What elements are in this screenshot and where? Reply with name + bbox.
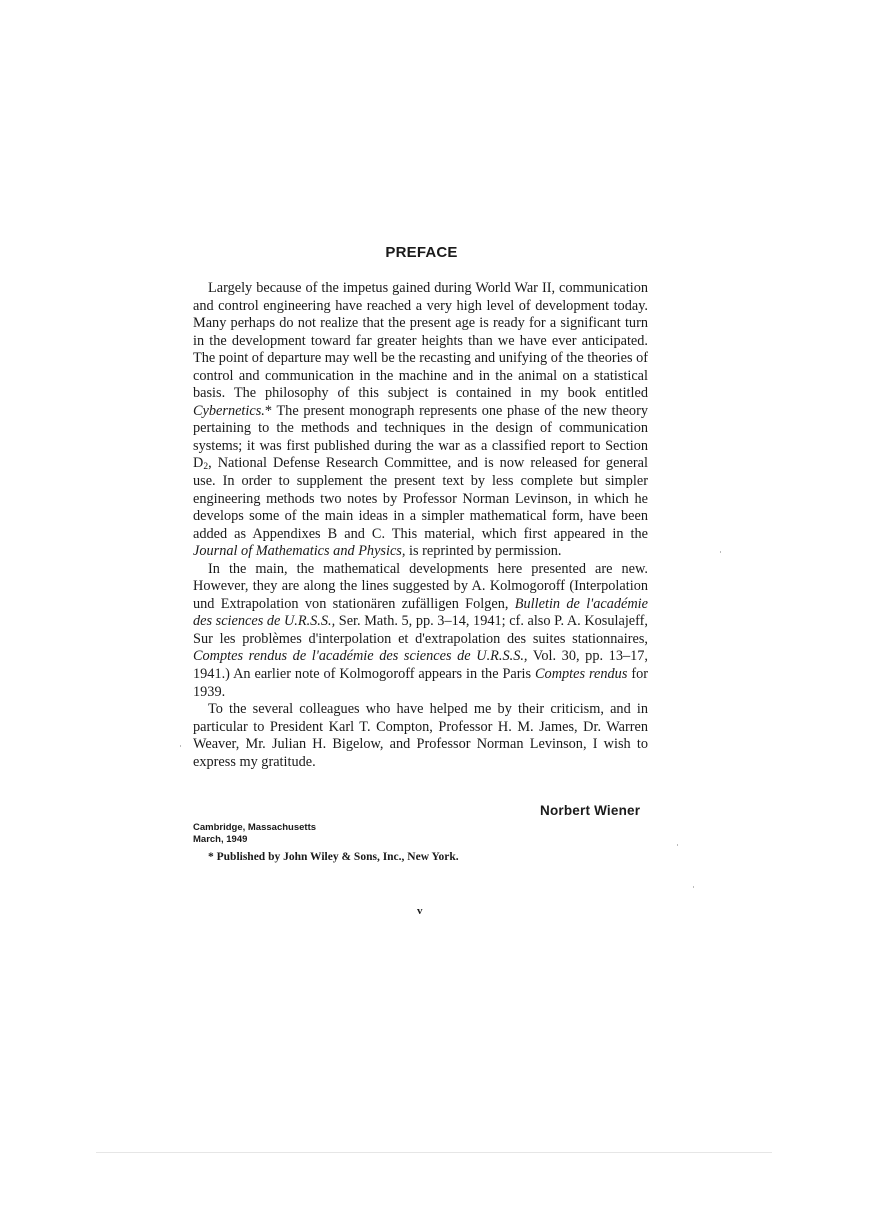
paragraph-2-text-g: for 1939. <box>193 666 648 700</box>
paragraph-1 <box>193 280 648 561</box>
scan-speck <box>677 844 678 846</box>
paragraph-1-text-c: * The present monograph represents one phase of the new theory pertaining to the methods and techniques in the design of communication systems; it was first published during the war as a classified report to Section D <box>193 402 648 472</box>
paragraph-1-text-a: Largely because of the impetus gained during World War II, communication and control engineering have reached a very high level of development today. Many perhaps do not realize that the present age is ready for a significant turn in the development toward far greater heights than we have ever anticipated. The point of departure may well be the recasting and unifying of the theories of control and communication in the machine and in the animal on a statistical basis. The philosophy of this subject is contained in my book entitled <box>193 280 648 402</box>
scan-speck <box>180 745 181 747</box>
page-title: PREFACE <box>385 244 458 261</box>
footnote: * Published by John Wiley & Sons, Inc., New York. <box>208 851 459 863</box>
author-signature: Norbert Wiener <box>540 803 641 818</box>
place-and-date <box>193 822 316 845</box>
page-number: v <box>417 905 423 917</box>
paragraph-3: To the several colleagues who have helped me by their criticism, and in particular to President Karl T. Compton, Professor H. M. James, Dr. Warren Weaver, Mr. Julian H. Bigelow, and Professor Norman Levinson, I wish to express my gratitude. <box>193 701 648 770</box>
paragraph-2-text-a: In the main, the mathematical developments here presented are new. However, they are along the lines suggested by A. Kolmogoroff (Interpolation und Extrapolation von stationären zufälligen Folgen, <box>193 560 648 612</box>
paragraph-2 <box>193 561 648 701</box>
comptes-rendus-ussr-title: Comptes rendus de l'académie des sciences de U.R.S.S., <box>193 648 528 665</box>
bulletin-title: Bulletin de l'académie des sciences de U.R.S.S., <box>193 595 649 630</box>
scan-speck <box>720 551 721 553</box>
paragraph-2-text-c: Ser. Math. 5, pp. 3–14, 1941; cf. also P. A. Kosulajeff, Sur les problèmes d'interpolation et d'extrapolation des suites stationnaires, <box>193 613 648 647</box>
book-title-cybernetics: Cybernetics. <box>193 402 265 419</box>
paragraph-1-text-g: is reprinted by permission. <box>405 543 562 560</box>
place-date: March, 1949 <box>193 833 248 845</box>
scan-speck <box>693 886 694 888</box>
comptes-rendus-title: Comptes rendus <box>535 666 628 683</box>
paragraph-2-text-e: Vol. 30, pp. 13–17, 1941.) An earlier note of Kolmogoroff appears in the Paris <box>193 648 648 683</box>
journal-title: Journal of Mathematics and Physics, <box>193 543 406 560</box>
place-city: Cambridge, Massachusetts <box>193 822 317 833</box>
section-subscript: 2 <box>203 462 209 473</box>
preface-body <box>193 280 648 771</box>
paragraph-1-text-e: , National Defense Research Committee, and is now released for general use. In order to supplement the present text by less complete but simpler engineering methods two notes by Professor Norman Levinson, in which he develops some of the main ideas in a simpler mathematical form, have been added as Appendixes B and C. This material, which first appeared in the <box>193 455 648 542</box>
scan-edge-line <box>96 1152 772 1153</box>
